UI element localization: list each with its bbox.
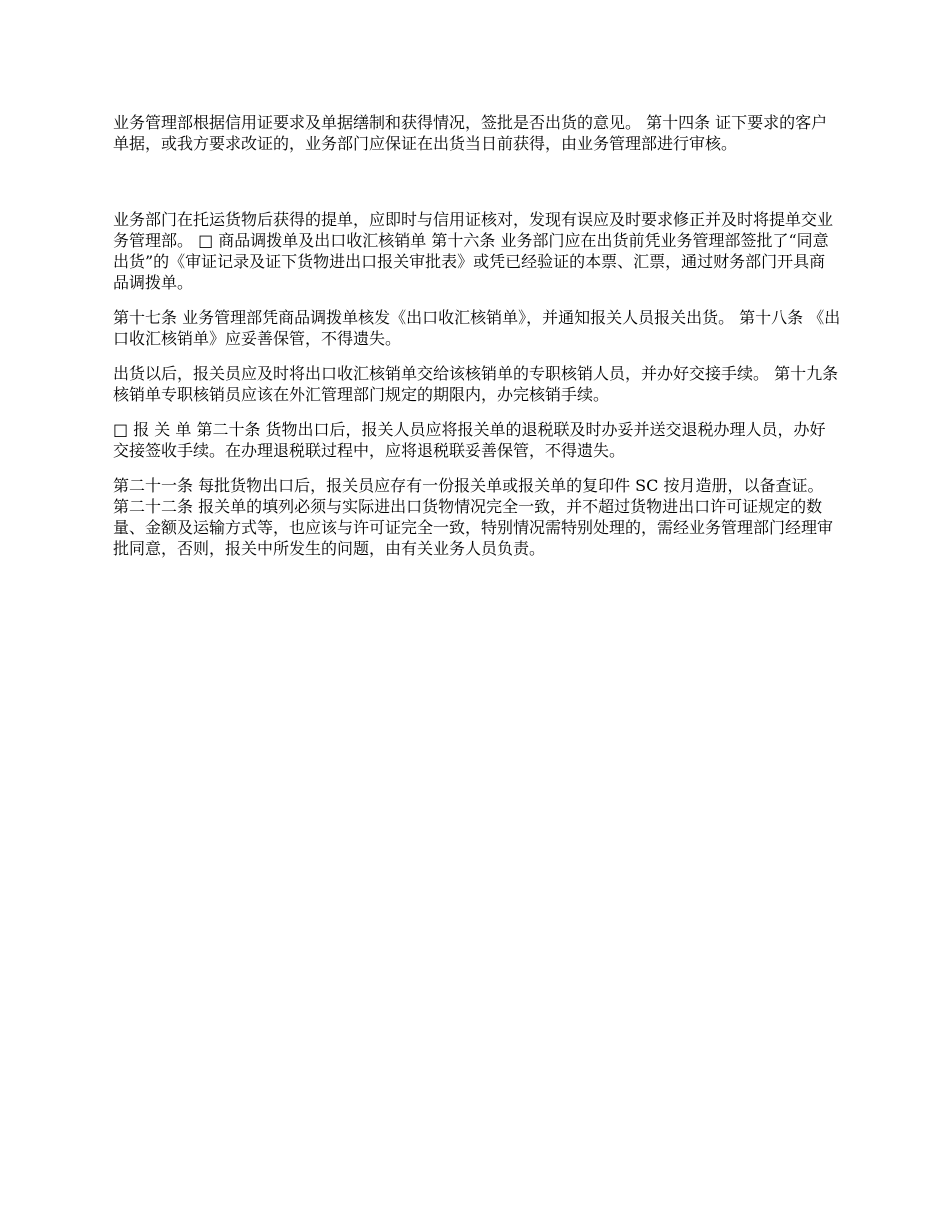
- paragraph-5: □ 报 关 单 第二十条 货物出口后，报关人员应将报关单的退税联及时办妥并送交退税办理人员，办好交接签收手续。在办理退税联过程中，应将退税联妥善保管，不得遗失。: [113, 420, 826, 460]
- paragraph-4: 出货以后，报关员应及时将出口收汇核销单交给该核销单的专职核销人员，并办好交接手续。 第十九条 核销单专职核销员应该在外汇管理部门规定的期限内，办完核销手续。: [113, 364, 839, 404]
- paragraph-6: 第二十一条 每批货物出口后，报关员应存有一份报关单或报关单的复印件 SC 按月造册，以备查证。 第二十二条 报关单的填列必须与实际进出口货物情况完全一致，并不超过货物进出口许可证规定的数量、金额及运输方式等，也应该与许可证完全一致，特别情况需特别处理的，需经业务管理部门经理审批同意，否则，报关中所发生的问题，由有关业务人员负责。: [113, 476, 834, 558]
- document-body: [113, 112, 841, 573]
- paragraph-2: 业务部门在托运货物后获得的提单，应即时与信用证核对，发现有误应及时要求修正并及时将提单交业务管理部。 □ 商品调拨单及出口收汇核销单 第十六条 业务部门应在出货前凭业务管理部签批了“同意出货”的《审证记录及证下货物进出口报关审批表》或凭已经验证的本票、汇票，通过财务部门开具商品调拨单。: [113, 210, 834, 292]
- paragraph-1: 业务管理部根据信用证要求及单据缮制和获得情况，签批是否出货的意见。 第十四条 证下要求的客户单据，或我方要求改证的，业务部门应保证在出货当日前获得，由业务管理部进行审核。: [113, 113, 828, 153]
- paragraph-3: 第十七条 业务管理部凭商品调拨单核发《出口收汇核销单》，并通知报关人员报关出货。 第十八条 《出口收汇核销单》应妥善保管，不得遗失。: [113, 308, 841, 348]
